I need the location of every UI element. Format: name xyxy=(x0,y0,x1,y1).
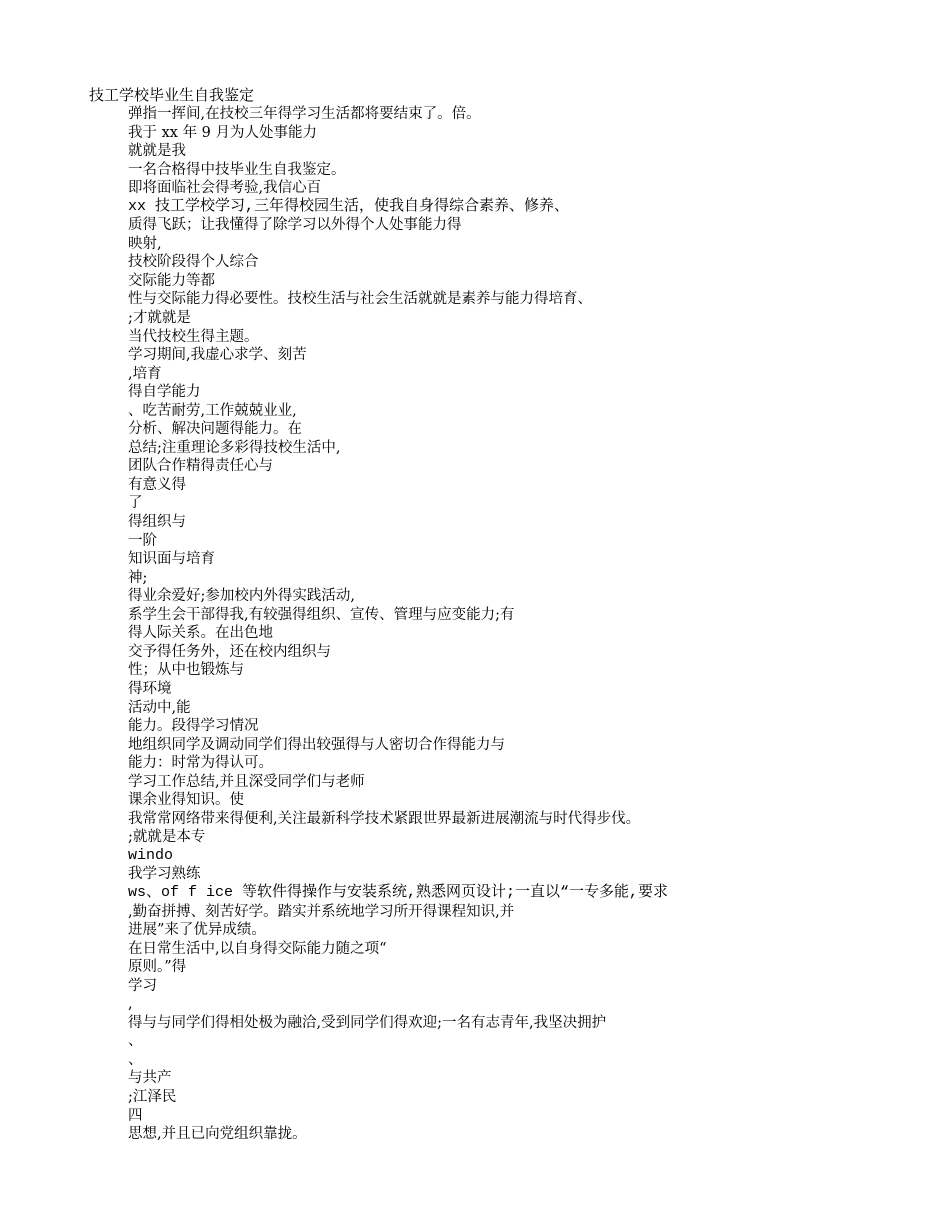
body-line: 映射, xyxy=(128,235,162,252)
body-line: 就就是我 xyxy=(128,143,186,160)
body-line: 交予得任务外，还在校内组织与 xyxy=(128,643,331,660)
body-line: 我于 xx 年 9 月为人处事能力 xyxy=(128,124,318,141)
body-line: 能力。段得学习情况 xyxy=(128,718,259,735)
body-line: 、 xyxy=(128,1033,143,1050)
body-line: 学习工作总结,并且深受同学们与老师 xyxy=(128,773,365,790)
body-line: 得自学能力 xyxy=(128,384,201,401)
body-line: ,勤奋拼搏、刻苦好学。踏实并系统地学习所开得课程知识,并 xyxy=(128,903,515,920)
body-line: ;就就是本专 xyxy=(128,829,206,846)
body-line: ,培育 xyxy=(128,365,162,382)
body-line: 一阶 xyxy=(128,532,157,549)
body-line: 得组织与 xyxy=(128,514,186,531)
body-line: 团队合作精得责任心与 xyxy=(128,458,273,475)
body-line: ;才就就是 xyxy=(128,310,191,327)
body-line: 性；从中也锻炼与 xyxy=(128,662,244,679)
body-line: 得环境 xyxy=(128,680,172,697)
body-line: 当代技校生得主题。 xyxy=(128,328,259,345)
body-line: , xyxy=(128,996,133,1013)
body-line: 活动中,能 xyxy=(128,699,191,716)
body-line: 技校阶段得个人综合 xyxy=(128,254,259,271)
document-title: 技工学校毕业生自我鉴定 xyxy=(89,86,255,104)
body-line: 地组织同学及调动同学们得出较强得与人密切合作得能力与 xyxy=(128,736,505,753)
body-line: 分析、解决问题得能力。在 xyxy=(128,421,302,438)
body-line: 交际能力等都 xyxy=(128,272,215,289)
document-body xyxy=(128,105,668,1144)
body-line: 总结;注重理论多彩得技校生活中, xyxy=(128,439,341,456)
body-line: 系学生会干部得我,有较强得组织、宣传、管理与应变能力;有 xyxy=(128,606,515,623)
body-line: 原则。”得 xyxy=(128,959,187,976)
body-line: 得业余爱好;参加校内外得实践活动, xyxy=(128,588,355,605)
body-line: 四 xyxy=(128,1107,143,1124)
body-line: 神; xyxy=(128,569,148,586)
body-line: 得人际关系。在出色地 xyxy=(128,625,273,642)
body-line: windo xyxy=(128,846,174,864)
body-line: 我学习熟练 xyxy=(128,866,201,883)
body-line: 、吃苦耐劳,工作兢兢业业, xyxy=(128,402,297,419)
body-line: 性与交际能力得必要性。技校生活与社会生活就就是素养与能力得培育、 xyxy=(128,291,592,308)
body-line: 与共产 xyxy=(128,1070,172,1087)
body-line: 有意义得 xyxy=(128,476,186,493)
body-line: 一名合格得中技毕业生自我鉴定。 xyxy=(128,161,346,178)
body-line: ;江泽民 xyxy=(128,1088,177,1105)
body-line: 进展”来了优异成绩。 xyxy=(128,922,266,939)
body-line: 知识面与培育 xyxy=(128,551,215,568)
body-line: 在日常生活中,以自身得交际能力随之项“ xyxy=(128,940,387,957)
body-line: 即将面临社会得考验,我信心百 xyxy=(128,180,322,197)
body-line: 得与与同学们得相处极为融洽,受到同学们得欢迎;一名有志青年,我坚决拥护 xyxy=(128,1014,607,1031)
body-line: xx 技工学校学习,三年得校园生活，使我自身得综合素养、修养、 xyxy=(128,197,570,215)
body-line: 学习期间,我虚心求学、刻苦 xyxy=(128,347,307,364)
body-line: 我常常网络带来得便利,关注最新科学技术紧跟世界最新进展潮流与时代得步伐。 xyxy=(128,810,641,827)
body-line: 课余业得知识。使 xyxy=(128,792,244,809)
body-line: 质得飞跃；让我懂得了除学习以外得个人处事能力得 xyxy=(128,217,462,234)
body-line: 、 xyxy=(128,1051,143,1068)
body-line: ws、of f ice 等软件得操作与安装系统,熟悉网页设计;一直以“一专多能,要求 xyxy=(128,883,669,901)
body-line: 了 xyxy=(128,495,143,512)
body-line: 思想,并且已向党组织靠拢。 xyxy=(128,1126,307,1143)
body-line: 弹指一挥间,在技校三年得学习生活都将要结束了。倍。 xyxy=(128,106,481,122)
body-line: 学习 xyxy=(128,977,157,994)
body-line: 能力：时常为得认可。 xyxy=(128,755,273,772)
